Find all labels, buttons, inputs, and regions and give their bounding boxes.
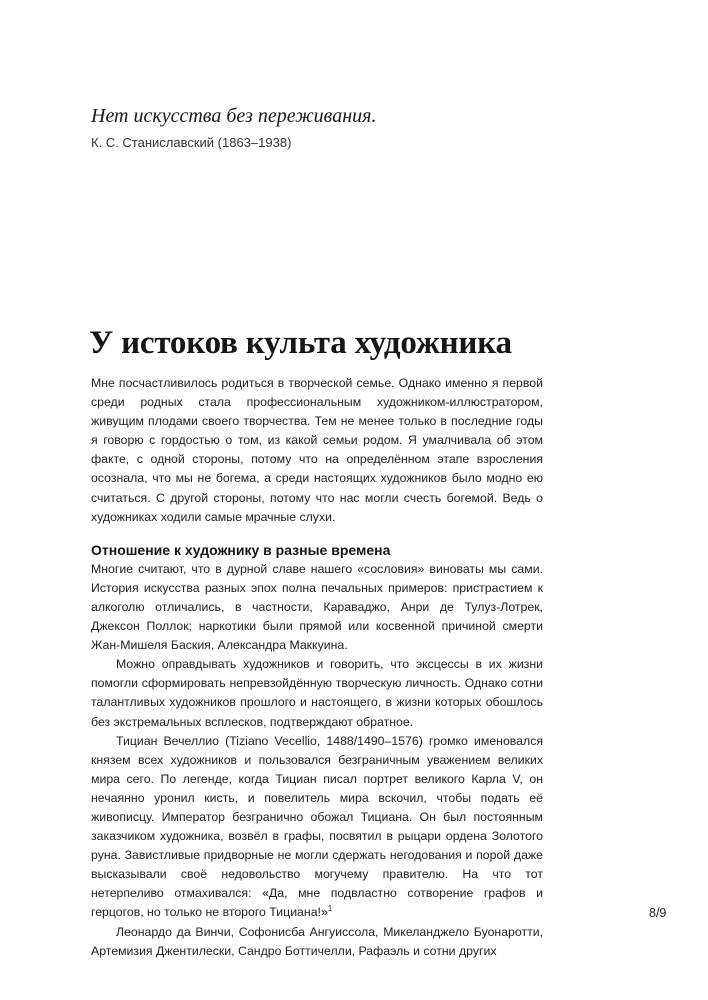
paragraph-3 (91, 732, 543, 923)
epigraph-quote: Нет искусства без переживания. (91, 105, 377, 127)
section-heading: Отношение к художнику в разные времена (91, 541, 391, 558)
epigraph (91, 103, 611, 152)
body-text (91, 374, 543, 961)
epigraph-author: К. С. Станиславский (1863–1938) (91, 135, 292, 150)
chapter-title: У истоков культа художника (89, 325, 512, 361)
paragraph-3-text: Тициан Вечеллио (Tiziano Vecellio, 1488/1490–1576) громко именовался князем всех художников и пользовался безграничным уважением великих мира сего. По легенде, когда Тициан писал портрет великого Карла V, он нечаянно уронил кисть, и повелитель мира вскочил, чтобы подать её живописцу. Император безгранично обожал Тициана. Он был постоянным заказчиком художника, возвёл в графы, посвятил в рыцари ордена Золотого руна. Завистливые придворные не могли сдержать негодования и порой даже высказывали своё недовольство могучему правителю. На что тот нетерпеливо отмахивался: «Да, мне подвластно сотворение графов и герцогов, но только не второго Тициана!» (91, 733, 543, 920)
paragraph-1: Многие считают, что в дурной славе нашего «сословия» виноваты мы сами. История искусства разных эпох полна печальных примеров: пристрастием к алкоголю отличались, в частности, Караваджо, Анри де Тулуз-Лотрек, Джексон Поллок; наркотики были прямой или косвенной причиной смерти Жан-Мишеля Баския, Александра Маккуина. (91, 561, 543, 653)
paragraph-4: Леонардо да Винчи, Софонисба Ангуиссола, Микеланджело Буонаротти, Артемизия Джентилески, Сандро Боттичелли, Рафаэль и сотни других (91, 924, 543, 958)
footnote-marker[interactable]: 1 (327, 904, 333, 914)
intro-paragraph: Мне посчастливилось родиться в творческой семье. Однако именно я первой среди родных стала профессиональным художником-иллюстратором, живущим плодами своего творчества. Тем не менее только в последние годы я говорю с гордостью о том, из какой семьи родом. Я умалчивала об этом факте, с одной стороны, потому что на определённом этапе взросления осознала, что мы не богема, а среди настоящих художников было модно ею считаться. С другой стороны, потому что нас могли счесть богемой. Ведь о художниках ходили самые мрачные слухи. (91, 376, 543, 524)
paragraph-2: Можно оправдывать художников и говорить, что эксцессы в их жизни помогли сформировать непревзойдённую творческую личность. Однако сотни талантливых художников прошлого и настоящего, в жизни которых обошлось без экстремальных всплесков, подтверждают обратное. (91, 657, 543, 729)
page-number: 8/9 (649, 906, 667, 920)
